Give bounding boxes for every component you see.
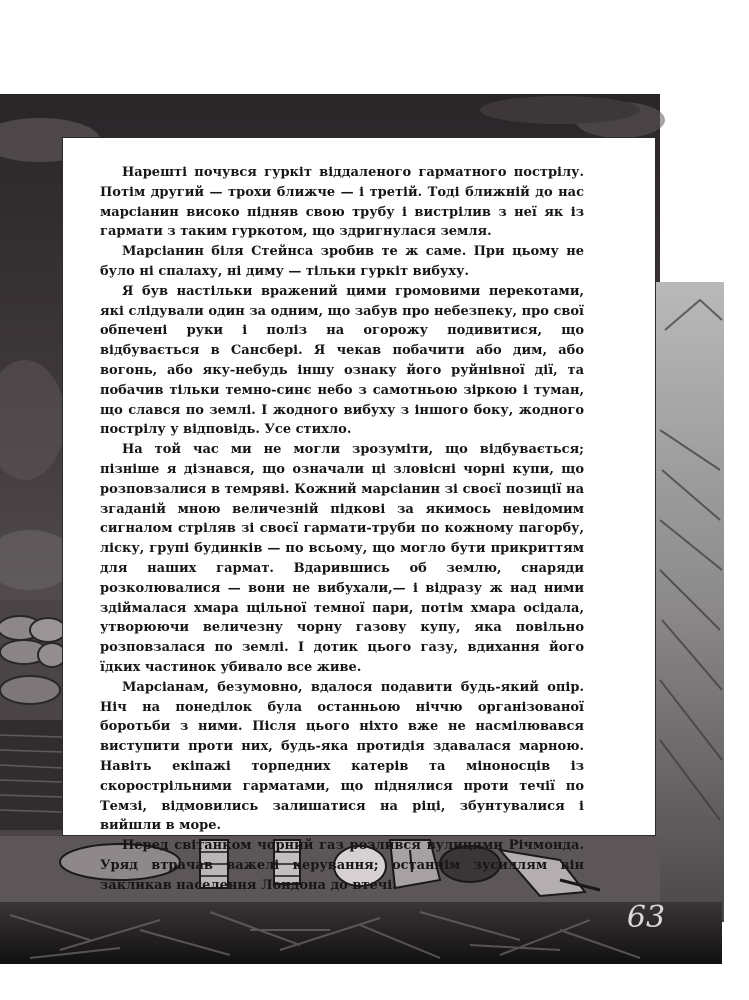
article-text (100, 163, 584, 895)
paragraph-5: Марсіанам, безумовно, вдалося подавити будь-який опір. Ніч на понеділок була останньою ніччю організованої боротьби з ними. Після цього ніхто вже не насмілювався виступити проти них, будь-яка протидія здавалася марною. Навіть екіпажі торпедних катерів та міноносців із скорострільними гарматами, що піднялися проти течії по Темзі, відмовились залишатися на ріці, збунтувалися і вийшли в море. (100, 679, 584, 834)
debris-foreground (0, 902, 722, 964)
paragraph-3: Я був настільки вражений цими громовими перекотами, які слідували один за одним, що забув про небезпеку, про свої обпечені руки і поліз на огорожу подивитися, що відбувається в Сансбері. Я чекав побачити або дим, або вогонь, або яку-небудь іншу ознаку його руйнівної дії, та побачив тільки темно-синє небо з самотньою зіркою і туман, що слався по землі. І жодного вибуху з іншого боку, жодного пострілу у відповідь. Усе стихло. (100, 283, 584, 438)
paragraph-1: Нарешті почувся гуркіт віддаленого гарматного пострілу. Потім другий — трохи ближче — і третій. Тоді ближній до нас марсіанин високо підняв свою трубу і вистрілив з неї як із гармати з таким гуркотом, що здригнулася земля. (100, 165, 584, 240)
page-number: 63 (626, 900, 666, 935)
sandbag-wall (0, 600, 66, 840)
right-mist-panel (656, 282, 724, 922)
paragraph-2: Марсіанин біля Стейнса зробив те ж саме. При цьому не було ні спалаху, ні диму — тільки гуркіт вибуху. (100, 244, 584, 279)
paragraph-6: Перед світанком чорний газ розлився вулицями Річмонда. Уряд втрачав важелі керування; останнім зусиллям він закликав населення Лондона до втечі. (100, 838, 584, 893)
paragraph-4: На той час ми не могли зрозуміти, що відбувається; пізніше я дізнався, що означали ці зловісні чорні купи, що розповзалися в темряві. Кожний марсіанин зі своєї позиції на згаданій мною величезній підкові за якимось невідомим сигналом стріляв зі своєї гармати-труби по кожному пагорбу, ліску, групі будинків — по всьому, що могло бути прикриттям для наших гармат. Вдарившись об землю, снаряди розколювалися — вони не вибухали,— і відразу ж над ними здіймалася хмара щільної темної пари, потім хмара осідала, утворюючи величезну чорну газову купу, яка повільно розповзалася по землі. І дотик цього газу, вдихання його їдких частинок убивало все живе. (100, 442, 584, 675)
